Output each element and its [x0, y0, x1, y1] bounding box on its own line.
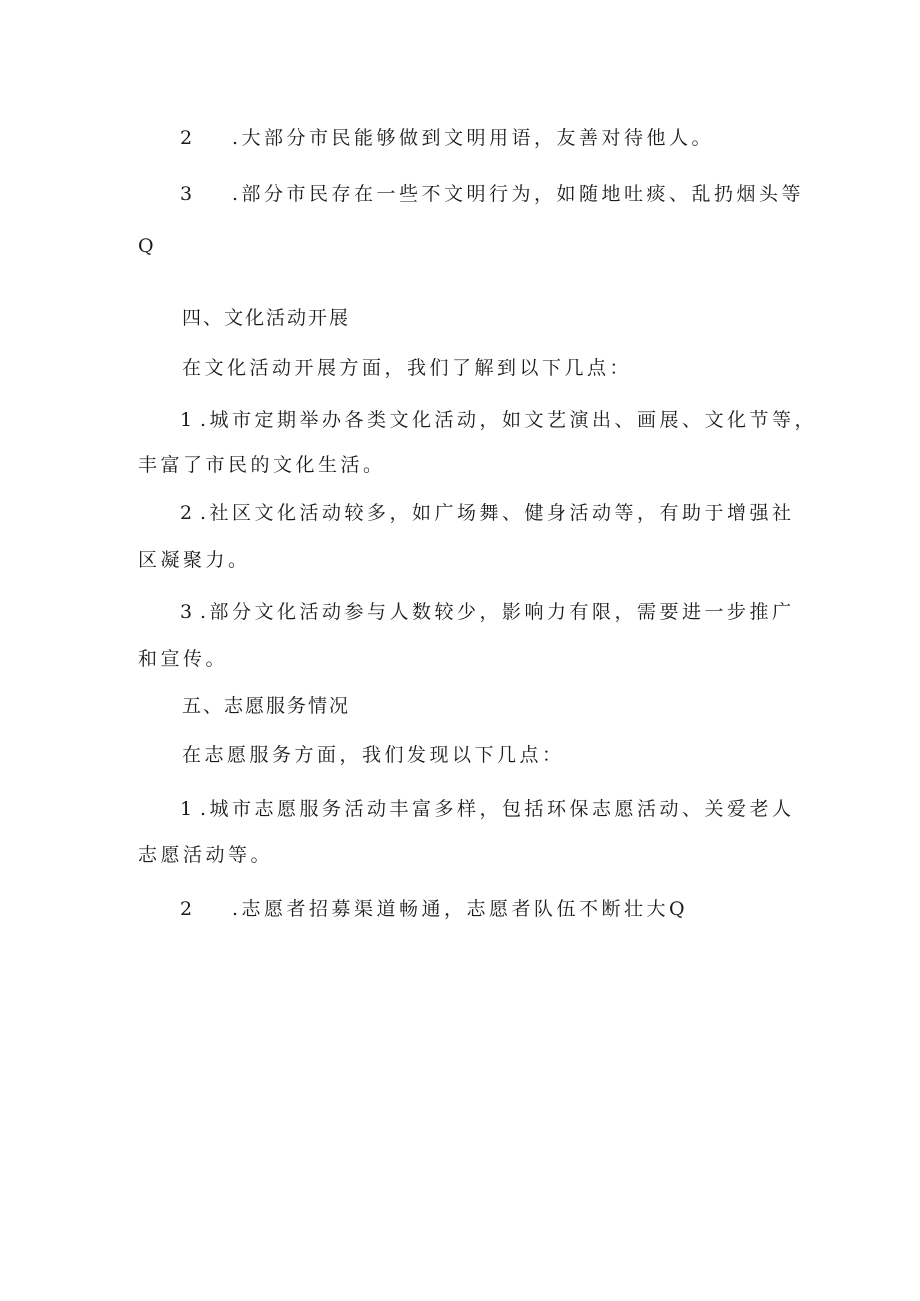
item-text: .部分文化活动参与人数较少，影响力有限，需要进一步推广 — [200, 601, 795, 623]
volunteer-item-2 — [180, 897, 688, 921]
item-number: 2 — [180, 127, 193, 149]
item-number: 2 — [180, 898, 193, 920]
culture-item-2 — [180, 501, 795, 525]
item-number: 3 — [180, 183, 193, 205]
volunteer-item-1-continuation: 志愿活动等。 — [138, 844, 274, 866]
item-number: 1 — [180, 798, 193, 820]
item-3-paragraph — [180, 182, 804, 206]
item-3-continuation: Q — [138, 235, 158, 257]
culture-item-1-continuation: 丰富了市民的文化生活。 — [138, 454, 386, 476]
culture-item-3 — [180, 600, 795, 624]
item-text: .志愿者招募渠道畅通，志愿者队伍不断壮大Q — [232, 898, 689, 920]
culture-item-2-continuation: 区凝聚力。 — [138, 549, 251, 571]
section-heading-volunteer: 五、志愿服务情况 — [182, 695, 351, 717]
section-intro-culture: 在文化活动开展方面，我们了解到以下几点： — [182, 357, 633, 379]
item-number: 3 — [180, 601, 193, 623]
section-heading-culture: 四、文化活动开展 — [182, 307, 351, 329]
volunteer-item-1 — [180, 797, 795, 821]
item-text: .大部分市民能够做到文明用语，友善对待他人。 — [232, 127, 715, 149]
section-intro-volunteer: 在志愿服务方面，我们发现以下几点： — [182, 744, 565, 766]
culture-item-1 — [180, 408, 817, 432]
item-number: 1 — [180, 409, 193, 431]
culture-item-3-continuation: 和宣传。 — [138, 648, 229, 670]
item-text: .部分市民存在一些不文明行为，如随地吐痰、乱扔烟头等 — [232, 183, 805, 205]
item-number: 2 — [180, 502, 193, 524]
item-text: .城市定期举办各类文化活动，如文艺演出、画展、文化节等， — [200, 409, 818, 431]
item-2-paragraph — [180, 126, 714, 150]
item-text: .城市志愿服务活动丰富多样，包括环保志愿活动、关爱老人 — [200, 798, 795, 820]
item-text: .社区文化活动较多，如广场舞、健身活动等，有助于增强社 — [200, 502, 795, 524]
